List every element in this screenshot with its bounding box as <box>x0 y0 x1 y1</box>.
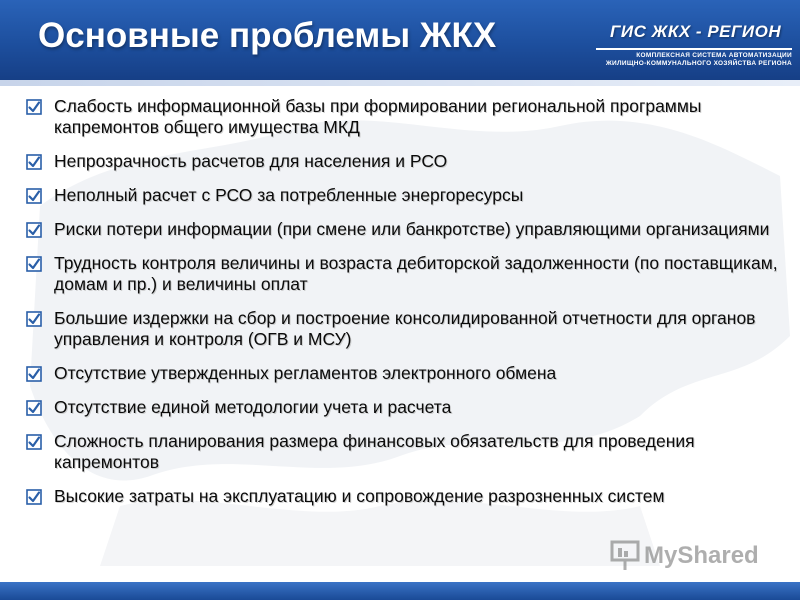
page-title: Основные проблемы ЖКХ <box>38 16 497 55</box>
list-item <box>24 151 784 172</box>
checkbox-checked-icon <box>26 154 42 170</box>
list-item <box>24 486 784 507</box>
list-item-text: Отсутствие утвержденных регламентов электронного обмена <box>54 363 557 383</box>
list-item-text: Трудность контроля величины и возраста дебиторской задолженности (по поставщикам, домам и пр.) и величины оплат <box>54 253 778 294</box>
checkbox-checked-icon <box>26 188 42 204</box>
checkbox-checked-icon <box>26 256 42 272</box>
problem-list <box>24 96 784 520</box>
list-item-text: Большие издержки на сбор и построение консолидированной отчетности для органов управления и контроля (ОГВ и МСУ) <box>54 308 756 349</box>
logo <box>596 14 796 74</box>
presentation-board-icon <box>610 538 640 572</box>
checkbox-checked-icon <box>26 400 42 416</box>
list-item <box>24 431 784 473</box>
logo-name: ГИС ЖКХ - РЕГИОН <box>610 22 782 41</box>
list-item-text: Непрозрачность расчетов для населения и РСО <box>54 151 448 171</box>
footer-bar <box>0 582 800 600</box>
checkbox-checked-icon <box>26 99 42 115</box>
list-item <box>24 185 784 206</box>
logo-subtitle: КОМПЛЕКСНАЯ СИСТЕМА АВТОМАТИЗАЦИИ ЖИЛИЩНО-КОММУНАЛЬНОГО ХОЗЯЙСТВА РЕГИОНА <box>605 52 792 67</box>
header-bar <box>0 0 800 80</box>
checkbox-checked-icon <box>26 311 42 327</box>
list-item-text: Высокие затраты на эксплуатацию и сопровождение разрозненных систем <box>54 486 665 506</box>
list-item <box>24 363 784 384</box>
list-item <box>24 308 784 350</box>
checkbox-checked-icon <box>26 222 42 238</box>
list-item-text: Риски потери информации (при смене или банкротстве) управляющими организациями <box>54 219 770 239</box>
watermark-text: MyShared <box>644 542 759 569</box>
checkbox-checked-icon <box>26 434 42 450</box>
list-item <box>24 219 784 240</box>
list-item-text: Неполный расчет с РСО за потребленные энергоресурсы <box>54 185 524 205</box>
list-item-text: Отсутствие единой методологии учета и расчета <box>54 397 452 417</box>
checkbox-checked-icon <box>26 366 42 382</box>
logo-divider <box>596 48 792 50</box>
list-item <box>24 397 784 418</box>
list-item-text: Сложность планирования размера финансовых обязательств для проведения капремонтов <box>54 431 695 472</box>
list-item <box>24 253 784 295</box>
checkbox-checked-icon <box>26 489 42 505</box>
list-item-text: Слабость информационной базы при формировании региональной программы капремонтов общего имущества МКД <box>54 96 702 137</box>
list-item <box>24 96 784 138</box>
watermark <box>610 538 780 578</box>
